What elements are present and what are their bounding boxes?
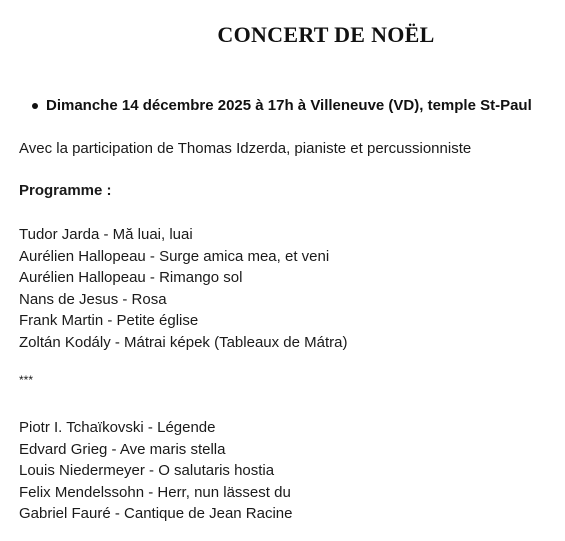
list-item: Tudor Jarda - Mă luai, luai [19, 226, 193, 243]
programme-part-1 [19, 224, 347, 354]
list-item: Zoltán Kodály - Mátrai képek (Tableaux de Mátra) [19, 333, 348, 351]
list-item: Frank Martin - Petite église [19, 312, 199, 330]
event-date-location [30, 96, 532, 116]
list-item: Nans de Jesus - Rosa [19, 290, 167, 308]
section-separator: *** [19, 373, 34, 387]
programme-part-2 [19, 417, 293, 525]
event-list [30, 96, 532, 116]
list-item: Edvard Grieg - Ave maris stella [19, 440, 226, 458]
event-text: Dimanche 14 décembre 2025 à 17h à Villeneuve (VD), temple St-Paul [46, 97, 532, 114]
list-item: Louis Niedermeyer - O salutaris hostia [19, 462, 275, 480]
list-item: Gabriel Fauré - Cantique de Jean Racine [19, 505, 293, 523]
page-title: CONCERT DE NOËL [217, 22, 435, 47]
bullet-icon [32, 103, 38, 109]
list-item: Aurélien Hallopeau - Rimango sol [19, 269, 243, 287]
programme-heading: Programme : [19, 182, 112, 199]
list-item: Aurélien Hallopeau - Surge amica mea, et veni [19, 247, 330, 265]
participation-text: Avec la participation de Thomas Idzerda, pianiste et percussionniste [19, 140, 472, 157]
list-item: Piotr I. Tchaïkovski - Légende [19, 419, 216, 436]
list-item: Felix Mendelssohn - Herr, nun lässest du [19, 483, 291, 501]
